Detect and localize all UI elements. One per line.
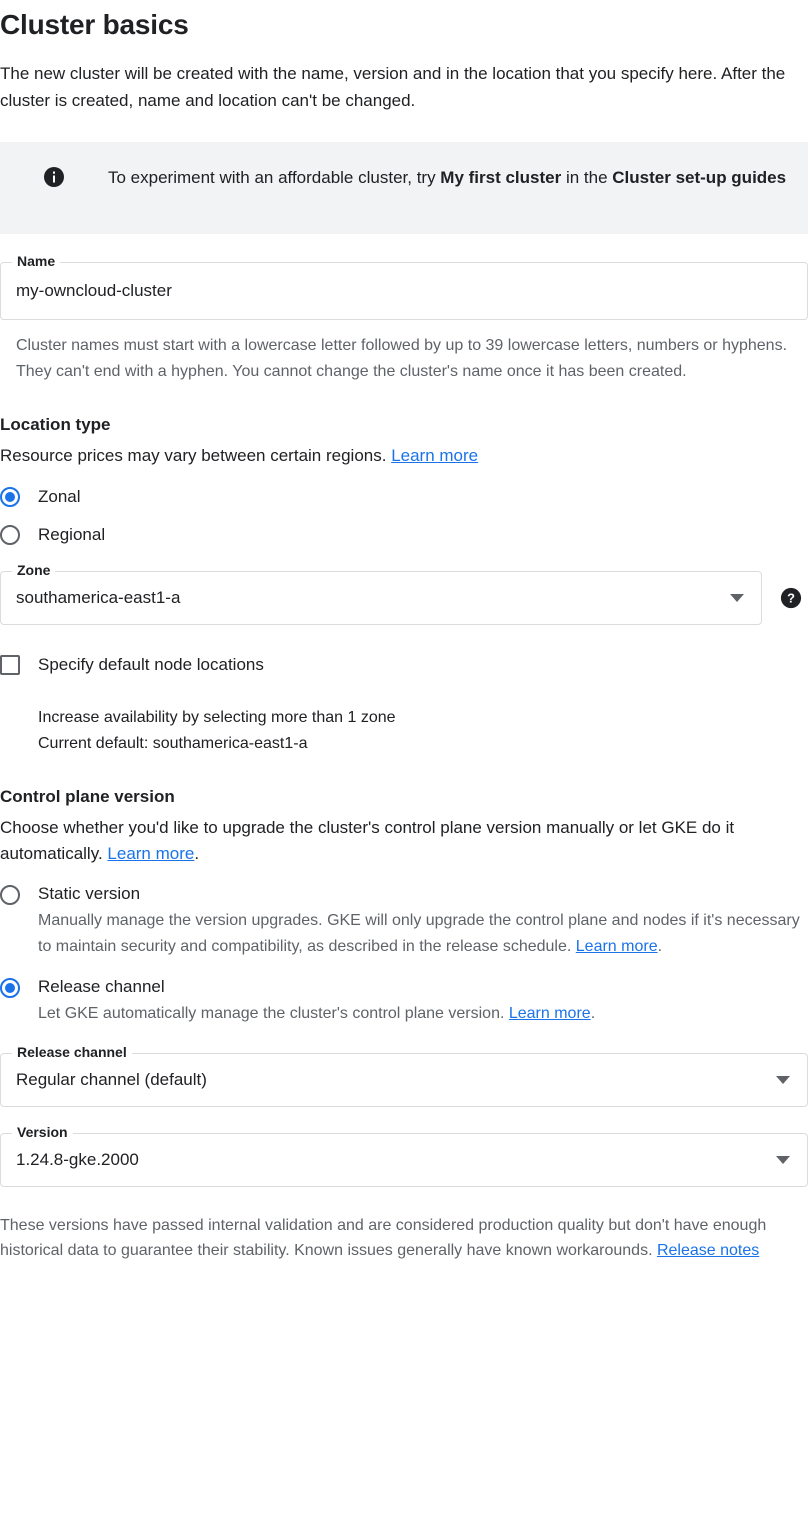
page-description: The new cluster will be created with the name, version and in the location that you specify here. After the cluster is created, name and location can't be changed. — [0, 64, 786, 110]
node-locations-subtext — [38, 705, 808, 757]
location-type-learn-more-link[interactable]: Learn more — [391, 446, 479, 465]
info-banner — [0, 142, 808, 234]
chevron-down-icon[interactable] — [776, 1156, 790, 1164]
node-locations-subtext-line1: Increase availability by selecting more than 1 zone — [38, 709, 396, 726]
version-select[interactable] — [0, 1124, 808, 1187]
location-type-description — [0, 443, 808, 469]
chevron-down-icon[interactable] — [730, 594, 744, 602]
cluster-name-help-text: Cluster names must start with a lowercase letter followed by up to 39 lowercase letters, numbers or hyphens. They can't end with a hyphen. You cannot change the cluster's name once it has been created. — [16, 337, 788, 380]
radio-release-channel-description — [38, 1001, 595, 1027]
release-channel-select[interactable] — [0, 1044, 808, 1107]
radio-release-channel-label: Release channel — [38, 977, 165, 996]
radio-static-version-icon[interactable] — [0, 885, 20, 905]
static-version-desc-period: . — [657, 938, 663, 955]
info-banner-bold-1: My first cluster — [440, 168, 562, 187]
release-channel-select-value[interactable]: Regular channel (default) — [16, 1070, 207, 1089]
control-plane-version-description — [0, 815, 808, 867]
control-plane-option-release-channel[interactable] — [0, 976, 808, 1027]
help-icon[interactable] — [780, 587, 802, 609]
static-version-learn-more-link[interactable]: Learn more — [575, 938, 658, 955]
control-plane-option-static-version[interactable] — [0, 883, 808, 960]
radio-regional-icon[interactable] — [0, 525, 20, 545]
location-type-option-regional[interactable] — [0, 525, 808, 545]
location-type-option-zonal[interactable] — [0, 487, 808, 507]
static-version-desc-text: Manually manage the version upgrades. GKE will only upgrade the control plane and nodes if it's necessary to maintain security and compatibility, as described in the release schedule. — [38, 912, 800, 955]
version-footer-note — [0, 1213, 808, 1263]
control-plane-learn-more-link[interactable]: Learn more — [107, 844, 195, 863]
info-banner-text-1: To experiment with an affordable cluster, try — [108, 168, 441, 187]
cluster-basics-page — [0, 8, 808, 1271]
checkbox-specify-node-locations-label: Specify default node locations — [38, 655, 264, 674]
info-icon — [36, 164, 72, 190]
radio-zonal-label: Zonal — [38, 487, 81, 506]
version-select-value[interactable]: 1.24.8-gke.2000 — [16, 1150, 139, 1169]
release-channel-desc-period: . — [590, 1005, 596, 1022]
release-notes-link[interactable]: Release notes — [656, 1242, 760, 1259]
zone-select-value[interactable]: southamerica-east1-a — [16, 588, 181, 607]
chevron-down-icon[interactable] — [776, 1076, 790, 1084]
radio-static-version-description — [38, 908, 808, 960]
control-plane-description-text: Choose whether you'd like to upgrade the cluster's control plane version manually or let GKE do it automatically. — [0, 818, 735, 863]
location-type-title: Location type — [0, 415, 111, 434]
version-select-label: Version — [12, 1124, 73, 1140]
radio-static-version-label: Static version — [38, 884, 141, 903]
control-plane-version-title: Control plane version — [0, 787, 175, 806]
info-banner-text-2: in the — [561, 168, 613, 187]
info-banner-text — [108, 162, 786, 194]
info-banner-bold-2: Cluster set-up guides — [612, 168, 787, 187]
page-title: Cluster basics — [0, 9, 189, 40]
release-channel-desc-text: Let GKE automatically manage the cluster's control plane version. — [38, 1005, 509, 1022]
checkbox-specify-node-locations-icon[interactable] — [0, 655, 20, 675]
control-plane-description-period: . — [194, 844, 200, 863]
radio-regional-label: Regional — [38, 525, 106, 544]
zone-select[interactable] — [0, 562, 808, 625]
cluster-name-label: Name — [12, 253, 60, 269]
release-channel-learn-more-link[interactable]: Learn more — [508, 1005, 591, 1022]
release-channel-select-label: Release channel — [12, 1044, 132, 1060]
radio-zonal-icon[interactable] — [0, 487, 20, 507]
version-footer-note-text: These versions have passed internal validation and are considered production quality but don't have enough historical data to guarantee their stability. Known issues generally have known workarounds. — [0, 1217, 767, 1259]
node-locations-subtext-line2: Current default: southamerica-east1-a — [38, 735, 308, 752]
specify-node-locations-checkbox-row[interactable] — [0, 655, 808, 675]
zone-select-label: Zone — [12, 562, 55, 578]
cluster-name-field[interactable] — [0, 253, 808, 320]
location-type-description-text: Resource prices may vary between certain regions. — [0, 446, 392, 465]
cluster-name-input[interactable]: my-owncloud-cluster — [16, 281, 172, 300]
radio-release-channel-icon[interactable] — [0, 978, 20, 998]
svg-text:?: ? — [787, 590, 795, 606]
